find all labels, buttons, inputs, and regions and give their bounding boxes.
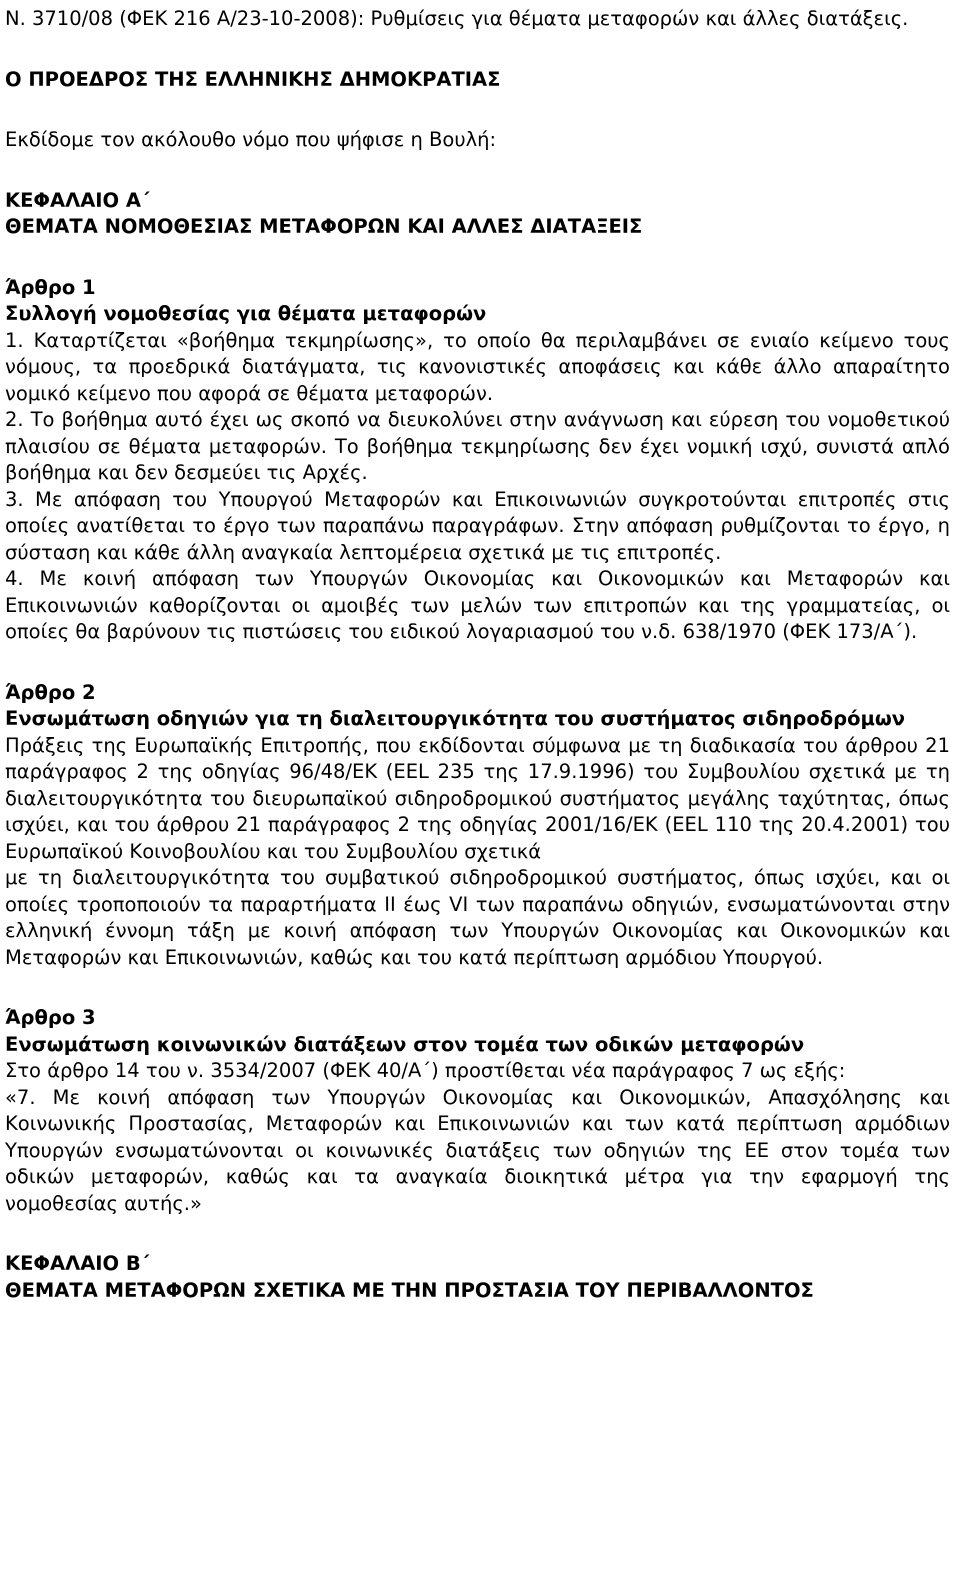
spacer [5,672,950,680]
article-1-paragraph-1: 1. Καταρτίζεται «βοήθημα τεκμηρίωσης», το οποίο θα περιλαμβάνει σε ενιαίο κείμενο τους νόμους, τα προεδρικά διατάγματα, τις κανονιστικές αποφάσεις και κάθε άλλο απαραίτητο νομικό κείμενο που αφορά σε θέματα μεταφορών. [5,328,950,405]
article-3-paragraph-2: «7. Με κοινή απόφαση των Υπουργών Οικονομίας και Οικονομικών, Απασχόλησης και Κοινωνικής Προστασίας, Μεταφορών και Επικοινωνιών και των κατά περίπτωση αρμόδιων Υπουργών ενσωματώνονται οι κοινωνικές διατάξεις των οδηγιών της ΕΕ στον τομέα των οδικών μεταφορών, καθώς και τα αναγκαία διοικητικά μέτρα για την εφαρμογή της νομοθεσίας αυτής.» [5,1085,950,1215]
president-heading: Ο ΠΡΟΕΔΡΟΣ ΤΗΣ ΕΛΛΗΝΙΚΗΣ ΔΗΜΟΚΡΑΤΙΑΣ [5,67,501,91]
spacer [5,59,950,67]
spacer [5,241,950,267]
article-3-paragraph-1: Στο άρθρο 14 του ν. 3534/2007 (ΦΕΚ 40/Α΄) προστίθεται νέα παράγραφος 7 ως εξής: [5,1059,846,1082]
article-2-label: Άρθρο 2 [5,680,96,704]
chapter-b-label: ΚΕΦΑΛΑΙΟ Β΄ [5,1252,150,1275]
spacer [5,997,950,1005]
article-1-paragraph-4: 4. Με κοινή απόφαση των Υπουργών Οικονομίας και Οικονομικών και Μεταφορών και Επικοινωνιών καθορίζονται οι αμοιβές των μελών των επιτροπών και της γραμματείας, οι οποίες θα βαρύνουν τις πιστώσεις του ειδικού λογαριασμού του ν.δ. 638/1970 (ΦΕΚ 173/Α΄). [5,567,950,643]
spacer [5,180,950,188]
article-2-title: Ενσωμάτωση οδηγιών για τη διαλειτουργικότητα του συστήματος σιδηροδρόμων [5,707,906,730]
article-1-paragraph-3: 3. Με απόφαση του Υπουργού Μεταφορών και Επικοινωνιών συγκροτούνται επιτροπές στις οποίες ανατίθεται το έργο των παραπάνω παραγράφων. Στην απόφαση ρυθμίζονται το έργο, η σύσταση και κάθε άλλη αναγκαία λεπτομέρεια σχετικά με τις επιτροπές. [5,487,950,564]
article-3-title: Ενσωμάτωση κοινωνικών διατάξεων στον τομέα των οδικών μεταφορών [5,1032,805,1056]
spacer [5,646,950,672]
law-title: Ν. 3710/08 (ΦΕΚ 216 Α/23-10-2008): Ρυθμίσεις για θέματα μεταφορών και άλλες διατάξεις. [5,7,909,30]
spacer [5,267,950,275]
article-1-label: Άρθρο 1 [5,275,96,299]
chapter-b-title: ΘΕΜΑΤΑ ΜΕΤΑΦΟΡΩΝ ΣΧΕΤΙΚΑ ΜΕ ΤΗΝ ΠΡΟΣΤΑΣΙΑ ΤΟΥ ΠΕΡΙΒΑΛΛΟΝΤΟΣ [5,1278,814,1302]
spacer [5,1243,950,1251]
article-3-label: Άρθρο 3 [5,1006,96,1029]
issue-line: Εκδίδομε τον ακόλουθο νόμο που ψήφισε η Βουλή: [5,128,497,151]
spacer [5,971,950,997]
article-1-title: Συλλογή νομοθεσίας για θέματα μεταφορών [5,302,487,325]
spacer [5,119,950,127]
spacer [5,1217,950,1243]
spacer [5,33,950,59]
spacer [5,154,950,180]
article-1-paragraph-2: 2. Το βοήθημα αυτό έχει ως σκοπό να διευκολύνει στην ανάγνωση και εύρεση του νομοθετικού πλαισίου σε θέματα μεταφορών. Το βοήθημα τεκμηρίωσης δεν έχει νομική ισχύ, συνιστά απλό βοήθημα και δεν δεσμεύει τις Αρχές. [5,408,950,484]
chapter-a-label: ΚΕΦΑΛΑΙΟ Α΄ [5,188,150,212]
spacer [5,93,950,119]
article-2-paragraph-1: Πράξεις της Ευρωπαϊκής Επιτροπής, που εκδίδονται σύμφωνα με τη διαδικασία του άρθρου 21 παράγραφος 2 της οδηγίας 96/48/ΕΚ (EEL 235 της 17.9.1996) του Συμβουλίου σχετικά με τη διαλειτουργικότητα του διευρωπαϊκού σιδηροδρομικού συστήματος μεγάλης ταχύτητας, όπως ισχύει, και του άρθρου 21 παράγραφος 2 της οδηγίας 2001/16/ΕΚ (EEL 110 της 20.4.2001) του Ευρωπαϊκού Κοινοβουλίου και του Συμβουλίου σχετικά [5,733,950,863]
article-2-paragraph-2: με τη διαλειτουργικότητα του συμβατικού σιδηροδρομικού συστήματος, όπως ισχύει, και οι οποίες τροποποιούν τα παραρτήματα ΙΙ έως VI των παραπάνω οδηγιών, ενσωματώνονται στην ελληνική έννομη τάξη με κοινή απόφαση των Υπουργών Οικονομίας και Οικονομικών και Μεταφορών και Επικοινωνιών, καθώς και του κατά περίπτωση αρμόδιου Υπουργού. [5,866,950,969]
chapter-a-title: ΘΕΜΑΤΑ ΝΟΜΟΘΕΣΙΑΣ ΜΕΤΑΦΟΡΩΝ ΚΑΙ ΑΛΛΕΣ ΔΙΑΤΑΞΕΙΣ [5,215,643,238]
